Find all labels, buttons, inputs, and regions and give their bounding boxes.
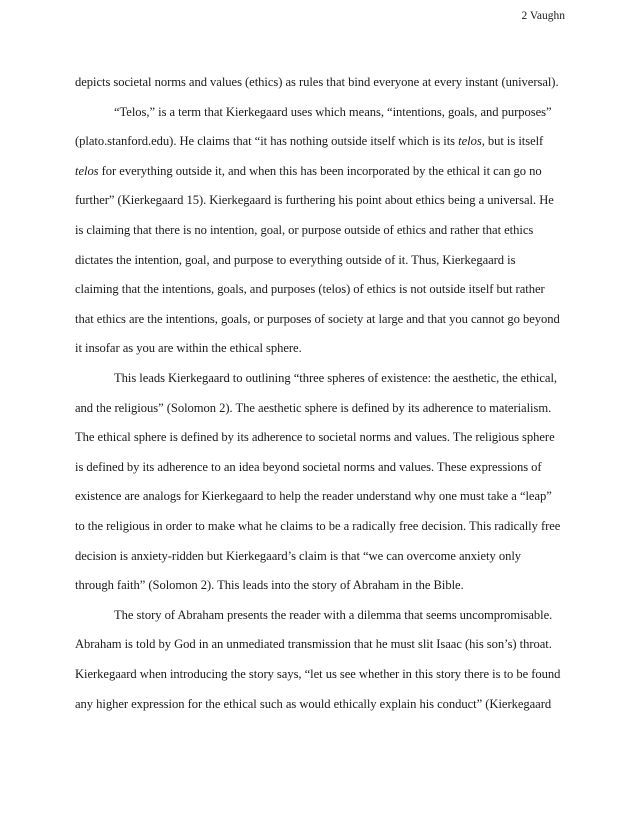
text-line: claiming that the intentions, goals, and purposes (telos) of ethics is not outside itself but rather bbox=[75, 282, 545, 296]
text-line: telos for everything outside it, and when this has been incorporated by the ethical it can go no bbox=[75, 164, 542, 178]
text-line: Kierkegaard when introducing the story says, “let us see whether in this story there is to be found bbox=[75, 667, 561, 681]
text-line: existence are analogs for Kierkegaard to help the reader understand why one must take a “leap” bbox=[75, 489, 552, 503]
text-line: is defined by its adherence to an idea beyond societal norms and values. These expressions of bbox=[75, 460, 542, 474]
text-line: further” (Kierkegaard 15). Kierkegaard is furthering his point about ethics being a universal. He bbox=[75, 193, 554, 207]
text-line: any higher expression for the ethical such as would ethically explain his conduct” (Kierkegaard bbox=[75, 697, 552, 711]
text-line: The story of Abraham presents the reader with a dilemma that seems uncompromisable. bbox=[114, 608, 553, 622]
italic-term: telos bbox=[458, 134, 482, 148]
text-line: (plato.stanford.edu). He claims that “it has nothing outside itself which is its telos, but is itself bbox=[75, 134, 544, 148]
text-line: and the religious” (Solomon 2). The aesthetic sphere is defined by its adherence to materialism. bbox=[75, 401, 552, 415]
text-line: to the religious in order to make what he claims to be a radically free decision. This radically free bbox=[75, 519, 561, 533]
text-line: depicts societal norms and values (ethics) as rules that bind everyone at every instant (universal). bbox=[75, 75, 559, 89]
text-line: decision is anxiety-ridden but Kierkegaard’s claim is that “we can overcome anxiety only bbox=[75, 549, 522, 563]
text-line: This leads Kierkegaard to outlining “three spheres of existence: the aesthetic, the ethical, bbox=[114, 371, 558, 385]
text-line: through faith” (Solomon 2). This leads into the story of Abraham in the Bible. bbox=[75, 578, 464, 592]
text-line: “Telos,” is a term that Kierkegaard uses which means, “intentions, goals, and purposes” bbox=[114, 105, 552, 119]
text-line: The ethical sphere is defined by its adherence to societal norms and values. The religious sphere bbox=[75, 430, 555, 444]
page-header: 2 Vaughn bbox=[521, 10, 565, 22]
text-line: is claiming that there is no intention, goal, or purpose outside of ethics and rather that ethics bbox=[75, 223, 534, 237]
text-line: it insofar as you are within the ethical sphere. bbox=[75, 341, 302, 355]
text-line: Abraham is told by God in an unmediated transmission that he must slit Isaac (his son’s) throat. bbox=[75, 637, 552, 651]
text-line: that ethics are the intentions, goals, or purposes of society at large and that you cannot go beyond bbox=[75, 312, 560, 326]
italic-term: telos bbox=[75, 164, 99, 178]
text-line: dictates the intention, goal, and purpose to everything outside of it. Thus, Kierkegaard is bbox=[75, 253, 516, 267]
